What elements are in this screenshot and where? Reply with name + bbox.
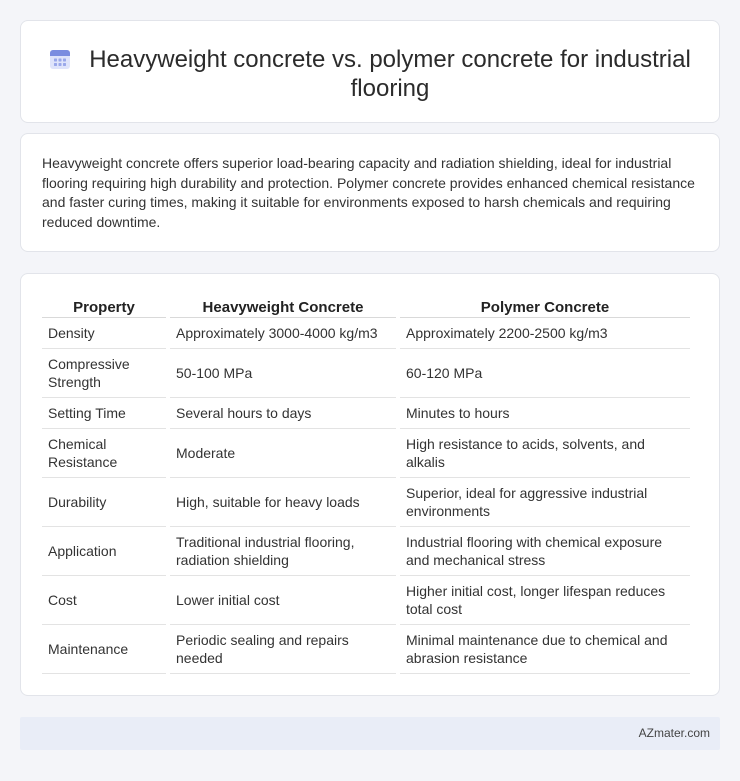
- table-header-row: [42, 296, 690, 318]
- property-cell: Maintenance: [42, 625, 166, 674]
- table-row: [42, 527, 690, 576]
- property-cell: Application: [42, 527, 166, 576]
- property-cell: Setting Time: [42, 398, 166, 429]
- heavyweight-cell: Approximately 3000-4000 kg/m3: [170, 318, 396, 349]
- polymer-cell: Approximately 2200-2500 kg/m3: [400, 318, 690, 349]
- heavyweight-cell: 50-100 MPa: [170, 349, 396, 398]
- heavyweight-cell: High, suitable for heavy loads: [170, 478, 396, 527]
- heavyweight-cell: Moderate: [170, 429, 396, 478]
- table-row: [42, 429, 690, 478]
- column-header-heavyweight: Heavyweight Concrete: [170, 296, 396, 318]
- table-row: [42, 625, 690, 674]
- title-card: [20, 20, 720, 123]
- property-cell: Compressive Strength: [42, 349, 166, 398]
- table-row: [42, 398, 690, 429]
- property-cell: Density: [42, 318, 166, 349]
- polymer-cell: Higher initial cost, longer lifespan reduces total cost: [400, 576, 690, 625]
- summary-card: [20, 133, 720, 252]
- polymer-cell: 60-120 MPa: [400, 349, 690, 398]
- polymer-cell: Superior, ideal for aggressive industrial environments: [400, 478, 690, 527]
- polymer-cell: Industrial flooring with chemical exposure and mechanical stress: [400, 527, 690, 576]
- heavyweight-cell: Several hours to days: [170, 398, 396, 429]
- table-row: [42, 576, 690, 625]
- summary-text: Heavyweight concrete offers superior load-bearing capacity and radiation shielding, ideal for industrial flooring requiring high durability and protection. Polymer concrete provides enhanced chemical resistance and faster curing times, making it suitable for environments exposed to harsh chemicals and requiring reduced downtime.: [42, 155, 695, 230]
- column-header-property: Property: [42, 296, 166, 318]
- property-cell: Chemical Resistance: [42, 429, 166, 478]
- heavyweight-cell: Periodic sealing and repairs needed: [170, 625, 396, 674]
- property-cell: Cost: [42, 576, 166, 625]
- column-header-polymer: Polymer Concrete: [400, 296, 690, 318]
- polymer-cell: High resistance to acids, solvents, and alkalis: [400, 429, 690, 478]
- footer: [20, 717, 720, 750]
- table-row: [42, 478, 690, 527]
- polymer-cell: Minutes to hours: [400, 398, 690, 429]
- property-cell: Durability: [42, 478, 166, 527]
- heavyweight-cell: Lower initial cost: [170, 576, 396, 625]
- table-row: [42, 318, 690, 349]
- heavyweight-cell: Traditional industrial flooring, radiation shielding: [170, 527, 396, 576]
- footer-brand[interactable]: AZmater.com: [638, 726, 710, 740]
- comparison-table-card: [20, 273, 720, 696]
- comparison-table: [38, 296, 694, 674]
- table-row: [42, 349, 690, 398]
- polymer-cell: Minimal maintenance due to chemical and abrasion resistance: [400, 625, 690, 674]
- page-title: Heavyweight concrete vs. polymer concrete for industrial flooring: [89, 46, 691, 102]
